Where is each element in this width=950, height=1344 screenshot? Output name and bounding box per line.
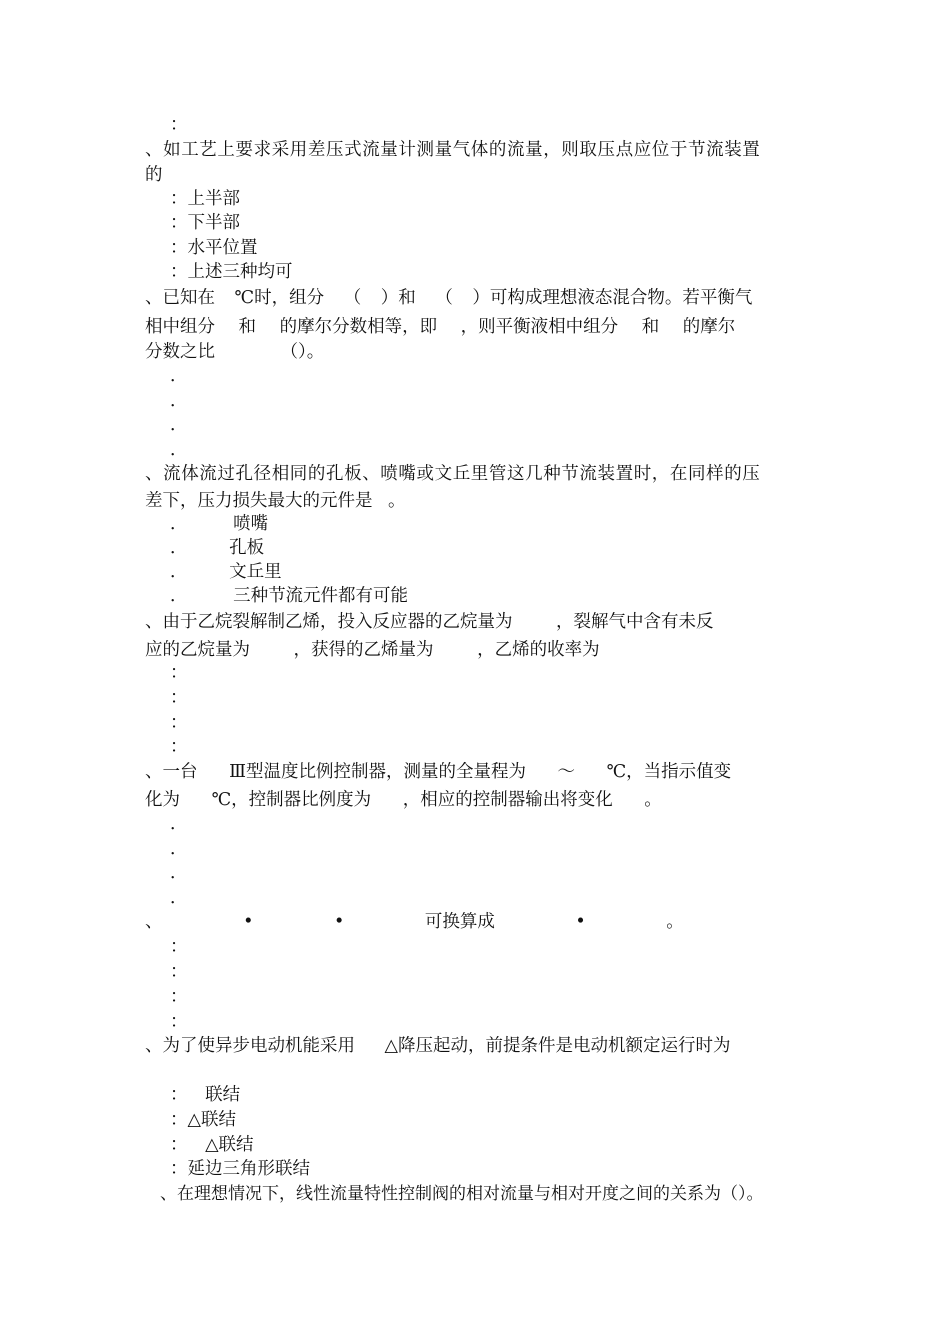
question-text: 、流体流过孔径相同的孔板、喷嘴或文丘里管这几种节流装置时，在同样的压 (145, 464, 761, 484)
option-text: ． (170, 440, 188, 460)
option-text: ： (170, 962, 188, 982)
option-text: ： 联结 (170, 1085, 241, 1105)
option-text: ． 孔板 (170, 538, 265, 558)
option-text: ： (170, 987, 188, 1007)
question-text: 、 • • 可换算成 • 。 (145, 912, 684, 932)
option-text: ： (170, 688, 188, 708)
option-text: ： (170, 737, 188, 757)
option-text: ： (170, 937, 188, 957)
question-text: 差下，压力损失最大的元件是 。 (145, 491, 406, 511)
option-text: ：下半部 (170, 213, 240, 233)
option-text: ：延边三角形联结 (170, 1159, 310, 1179)
question-text: 分数之比 （）。 (145, 342, 325, 362)
question-text: 相中组分 和 的摩尔分数相等，即 ，则平衡液相中组分 和 的摩尔 (145, 317, 736, 337)
question-text: 、在理想情况下，线性流量特性控制阀的相对流量与相对开度之间的关系为（）。 (160, 1184, 764, 1204)
option-text: ：上半部 (170, 189, 240, 209)
question-text: 应的乙烷量为 ，获得的乙烯量为 ，乙烯的收率为 (145, 640, 600, 660)
option-text: ． (170, 391, 188, 411)
option-text: ． (170, 839, 188, 859)
option-text: ． (170, 863, 188, 883)
text-line: ： (170, 115, 188, 135)
question-text: 的 (145, 165, 163, 185)
question-text: 、如工艺上要求采用差压式流量计测量气体的流量，则取压点应位于节流装置 (145, 140, 761, 160)
option-text: ． 三种节流元件都有可能 (170, 586, 409, 606)
option-text: ： (170, 713, 188, 733)
option-text: ． (170, 814, 188, 834)
option-text: ：水平位置 (170, 238, 258, 258)
option-text: ． (170, 366, 188, 386)
option-text: ： △联结 (170, 1135, 254, 1155)
question-text: 、为了使异步电动机能采用 △降压起动，前提条件是电动机额定运行时为 (145, 1036, 731, 1056)
option-text: ． (170, 415, 188, 435)
question-text: 、已知在 ℃时，组分 （ ）和 （ ）可构成理想液态混合物。若平衡气 (145, 288, 753, 308)
question-text: 化为 ℃，控制器比例度为 ，相应的控制器输出将变化 。 (145, 790, 662, 810)
option-text: ． 喷嘴 (170, 514, 269, 534)
question-text: 、由于乙烷裂解制乙烯，投入反应器的乙烷量为 ，裂解气中含有未反 (145, 612, 714, 632)
question-text: 、一台 Ⅲ型温度比例控制器，测量的全量程为 ～ ℃，当指示值变 (145, 762, 732, 782)
option-text: ：上述三种均可 (170, 262, 293, 282)
option-text: ： (170, 1012, 188, 1032)
option-text: ． (170, 888, 188, 908)
option-text: ： (170, 663, 188, 683)
option-text: ：△联结 (170, 1110, 236, 1130)
option-text: ． 文丘里 (170, 562, 282, 582)
